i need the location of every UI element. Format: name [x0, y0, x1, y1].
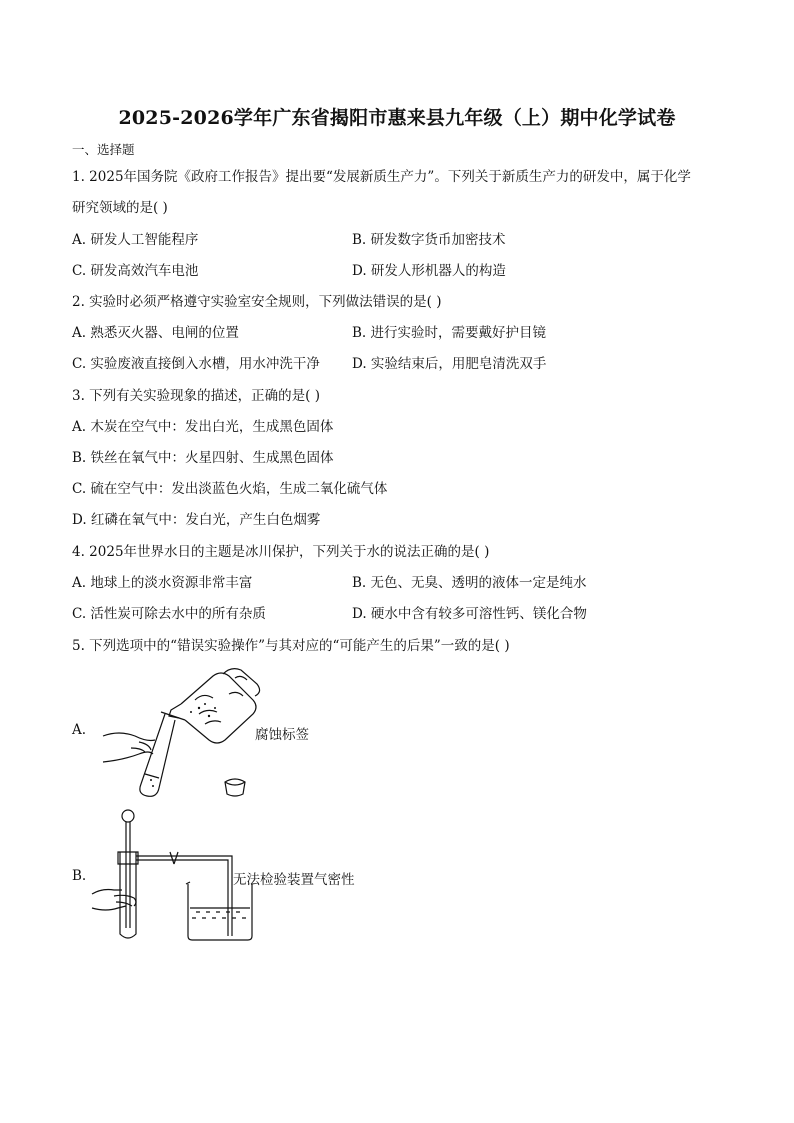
q5-option-b-caption: 无法检验装置气密性: [233, 872, 355, 888]
q5-option-a-caption: 腐蚀标签: [255, 727, 309, 743]
q5-stem: 5. 下列选项中的“错误实验操作”与其对应的“可能产生的后果”一致的是( ): [72, 638, 510, 654]
q2-option-c[interactable]: C. 实验废液直接倒入水槽，用水冲洗干净: [72, 356, 320, 372]
q2-option-d[interactable]: D. 实验结束后，用肥皂清洗双手: [352, 356, 547, 372]
q3-option-c[interactable]: C. 硫在空气中：发出淡蓝色火焰，生成二氧化硫气体: [72, 481, 388, 497]
q1-option-a[interactable]: A. 研发人工智能程序: [72, 232, 199, 248]
q5-option-b-label[interactable]: B.: [72, 868, 87, 884]
q3-option-d[interactable]: D. 红磷在氧气中：发白光，产生白色烟雾: [72, 512, 321, 528]
q1-option-d[interactable]: D. 研发人形机器人的构造: [352, 263, 506, 279]
q2-option-b[interactable]: B. 进行实验时，需要戴好护目镜: [352, 325, 547, 341]
q3-stem: 3. 下列有关实验现象的描述，正确的是( ): [72, 388, 320, 404]
airtightness-apparatus-illustration: [92, 808, 252, 942]
q1-option-c[interactable]: C. 研发高效汽车电池: [72, 263, 199, 279]
pouring-liquid-illustration: [95, 664, 265, 804]
q4-option-c[interactable]: C. 活性炭可除去水中的所有杂质: [72, 606, 266, 622]
q4-option-a[interactable]: A. 地球上的淡水资源非常丰富: [72, 575, 253, 591]
section-heading: 一、选择题: [72, 142, 135, 157]
q2-stem: 2. 实验时必须严格遵守实验室安全规则，下列做法错误的是( ): [72, 294, 442, 310]
q4-option-d[interactable]: D. 硬水中含有较多可溶性钙、镁化合物: [352, 606, 587, 622]
page-title: 2025-2026学年广东省揭阳市惠来县九年级（上）期中化学试卷: [118, 107, 676, 129]
q1-stem-line1: 1. 2025年国务院《政府工作报告》提出要“发展新质生产力”。下列关于新质生产力的研发中，属于化学: [72, 169, 691, 185]
q2-option-a[interactable]: A. 熟悉灭火器、电闸的位置: [72, 325, 239, 341]
q5-option-a-label[interactable]: A.: [72, 722, 87, 738]
q4-option-b[interactable]: B. 无色、无臭、透明的液体一定是纯水: [352, 575, 587, 591]
q1-option-b[interactable]: B. 研发数字货币加密技术: [352, 232, 506, 248]
q4-stem: 4. 2025年世界水日的主题是冰川保护，下列关于水的说法正确的是( ): [72, 544, 490, 560]
q1-stem-line2: 研究领域的是( ): [72, 200, 168, 216]
q3-option-a[interactable]: A. 木炭在空气中：发出白光，生成黑色固体: [72, 419, 334, 435]
q3-option-b[interactable]: B. 铁丝在氧气中：火星四射、生成黑色固体: [72, 450, 334, 466]
